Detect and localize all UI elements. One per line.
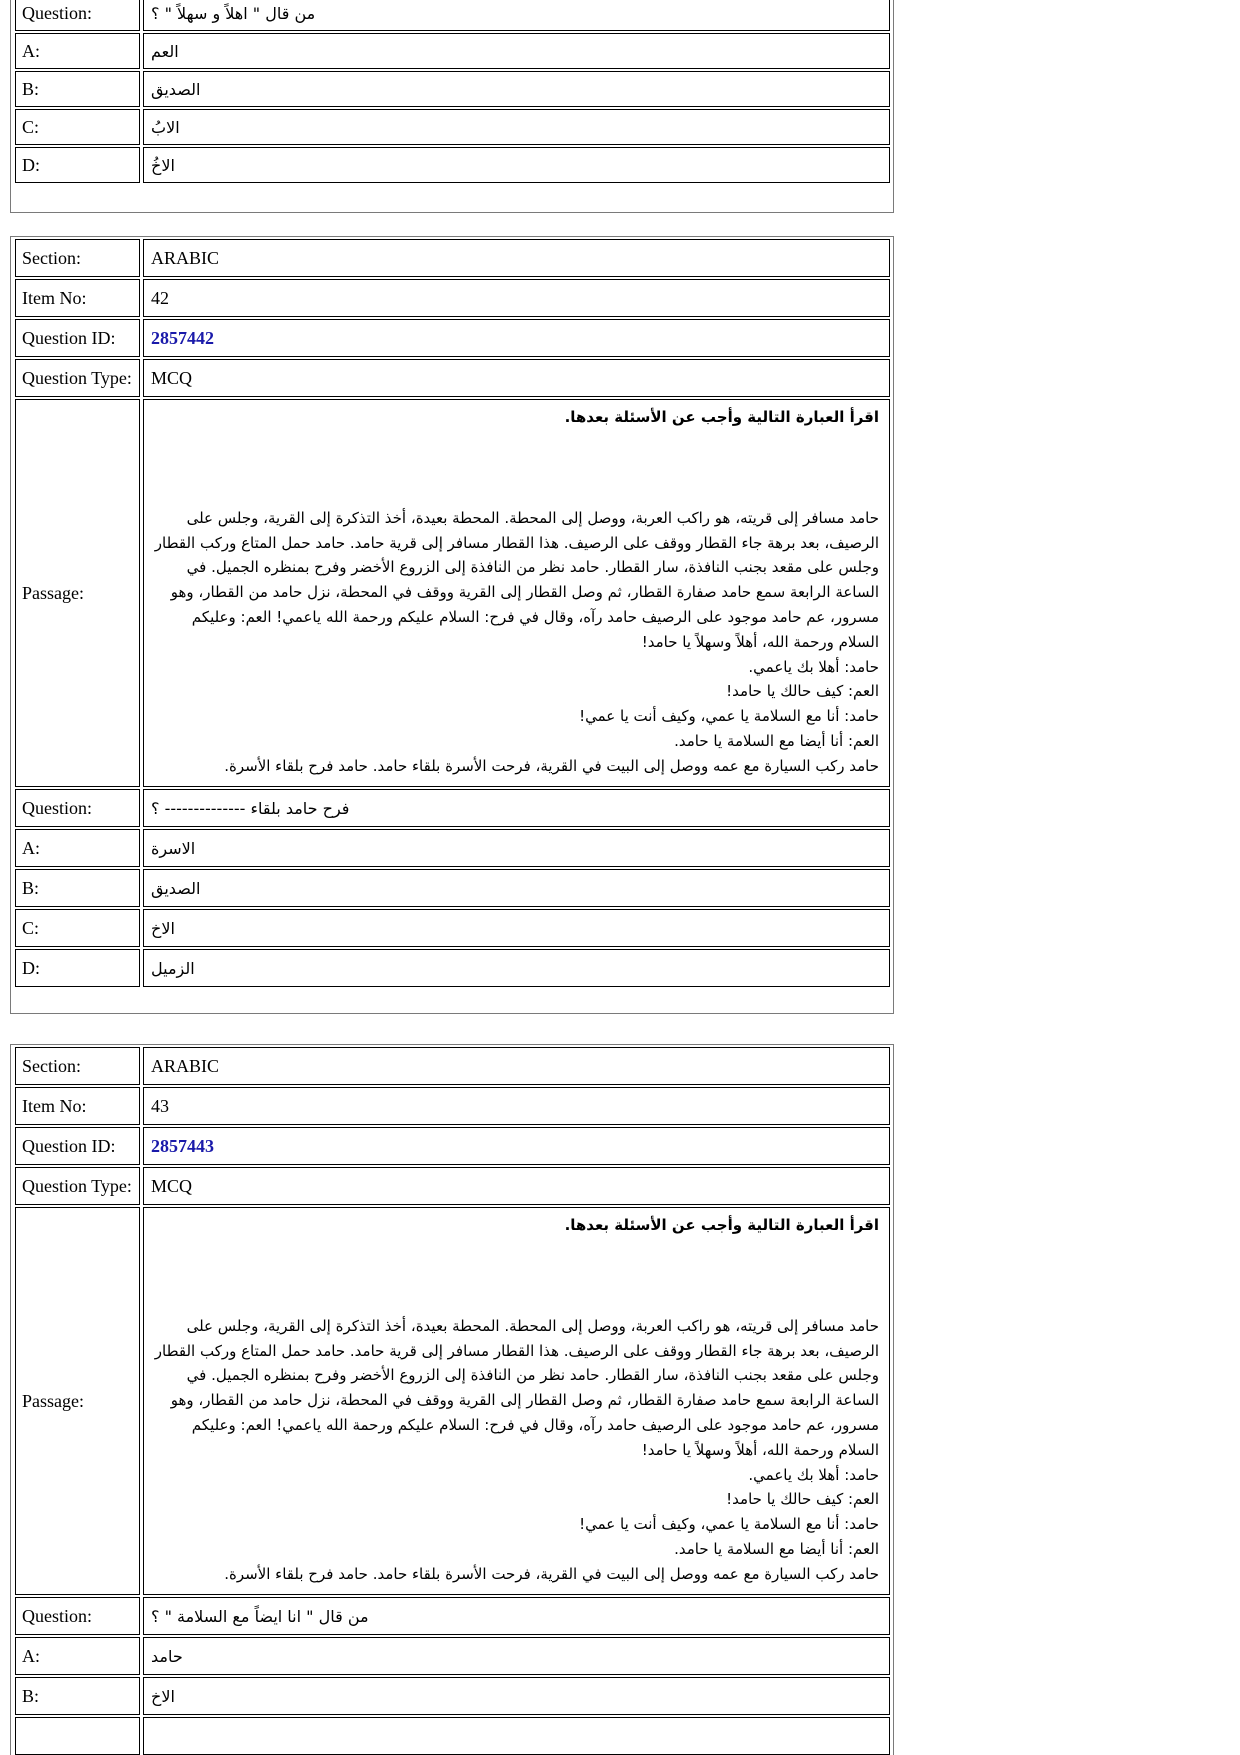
option-d-label: D: <box>15 147 140 183</box>
item-no-row <box>15 1087 890 1125</box>
question-label: Question: <box>15 789 140 827</box>
option-b-text: الصديق <box>143 869 890 907</box>
section-label: Section: <box>15 239 140 277</box>
question-text: من قال " اهلاً و سهلاً " ؟ <box>143 0 890 31</box>
option-a-label: A: <box>15 1637 140 1675</box>
question-type-label: Question Type: <box>15 1167 140 1205</box>
option-c-text: الابُ <box>143 109 890 145</box>
question-label: Question: <box>15 1597 140 1635</box>
question-row <box>15 1597 890 1635</box>
question-type-value: MCQ <box>143 1167 890 1205</box>
option-b-label: B: <box>15 869 140 907</box>
passage-heading: اقرأ العبارة التالية وأجب عن الأسئلة بعدها. <box>564 408 879 426</box>
option-d-row <box>15 147 890 183</box>
section-value: ARABIC <box>143 239 890 277</box>
option-d-row <box>15 949 890 987</box>
question-id-cell <box>143 1127 890 1165</box>
option-c-text: الاخ <box>143 909 890 947</box>
option-b-label: B: <box>15 71 140 107</box>
question-block-42 <box>10 236 894 1014</box>
option-a-text: حامد <box>143 1637 890 1675</box>
section-label: Section: <box>15 1047 140 1085</box>
option-c-label: C: <box>15 909 140 947</box>
option-b-row <box>15 71 890 107</box>
item-no-value: 43 <box>143 1087 890 1125</box>
option-b-text: الصديق <box>143 71 890 107</box>
question-row <box>15 0 890 31</box>
question-text: فرح حامد بلقاء -------------- ؟ <box>143 789 890 827</box>
option-c-label-partial <box>15 1717 140 1755</box>
option-a-row <box>15 33 890 69</box>
passage-heading: اقرأ العبارة التالية وأجب عن الأسئلة بعدها. <box>564 1216 879 1234</box>
section-row <box>15 1047 890 1085</box>
option-a-row <box>15 1637 890 1675</box>
passage-body: حامد مسافر إلى قريته، هو راكب العربة، ووصل إلى المحطة. المحطة بعيدة، أخذ التذكرة إلى القرية، وجلس على الرصيف، بعد برهة جاء القطار ووقف على الرصيف. هذا القطار مسافر إلى قرية حامد. حامد حمل المتاع وركب القطار وجلس على مقعد بجنب النافذة، سار القطار. حامد نظر من النافذة إلى الزروع الأخضر وفرح بمنظره الجميل. في الساعة الرابعة سمع حامد صفارة القطار، ثم وصل القطار إلى القرية ووقف في المحطة، نزل حامد من القطار، وهو مسرور، عم حامد موجود على الرصيف حامد رآه، وقال في فرح: السلام عليكم ورحمة الله ياعمي! العم: وعليكم السلام ورحمة الله، أهلاً وسهلاً يا حامد! حامد: أهلا بك ياعمي. العم: كيف حالك يا حامد! حامد: أنا مع السلامة يا عمي، وكيف أنت يا عمي! العم: أنا أيضا مع السلامة يا حامد. حامد ركب السيارة مع عمه ووصل إلى البيت في القرية، فرحت الأسرة بلقاء حامد. حامد فرح بلقاء الأسرة. <box>154 508 879 775</box>
question-id-label: Question ID: <box>15 1127 140 1165</box>
option-d-text: الاخُ <box>143 147 890 183</box>
option-d-label: D: <box>15 949 140 987</box>
question-label: Question: <box>15 0 140 31</box>
question-id-value: 2857442 <box>151 327 214 348</box>
question-row <box>15 789 890 827</box>
option-d-text: الزميل <box>143 949 890 987</box>
section-row <box>15 239 890 277</box>
passage-body: حامد مسافر إلى قريته، هو راكب العربة، ووصل إلى المحطة. المحطة بعيدة، أخذ التذكرة إلى القرية، وجلس على الرصيف، بعد برهة جاء القطار ووقف على الرصيف. هذا القطار مسافر إلى قرية حامد. حامد حمل المتاع وركب القطار وجلس على مقعد بجنب النافذة، سار القطار. حامد نظر من النافذة إلى الزروع الأخضر وفرح بمنظره الجميل. في الساعة الرابعة سمع حامد صفارة القطار، ثم وصل القطار إلى القرية ووقف في المحطة، نزل حامد من القطار، وهو مسرور، عم حامد موجود على الرصيف حامد رآه، وقال في فرح: السلام عليكم ورحمة الله ياعمي! العم: وعليكم السلام ورحمة الله، أهلاً وسهلاً يا حامد! حامد: أهلا بك ياعمي. العم: كيف حالك يا حامد! حامد: أنا مع السلامة يا عمي، وكيف أنت يا عمي! العم: أنا أيضا مع السلامة يا حامد. حامد ركب السيارة مع عمه ووصل إلى البيت في القرية، فرحت الأسرة بلقاء حامد. حامد فرح بلقاء الأسرة. <box>154 1316 879 1583</box>
option-c-row <box>15 109 890 145</box>
question-id-row <box>15 1127 890 1165</box>
passage-row <box>15 399 890 787</box>
option-a-text: الاسرة <box>143 829 890 867</box>
section-value: ARABIC <box>143 1047 890 1085</box>
passage-text <box>143 1207 890 1595</box>
option-c-row-partial <box>15 1717 890 1755</box>
option-c-text-partial <box>143 1717 890 1755</box>
question-type-label: Question Type: <box>15 359 140 397</box>
question-id-cell <box>143 319 890 357</box>
question-id-value: 2857443 <box>151 1135 214 1156</box>
question-id-label: Question ID: <box>15 319 140 357</box>
item-no-label: Item No: <box>15 279 140 317</box>
passage-label: Passage: <box>15 399 140 787</box>
option-a-label: A: <box>15 829 140 867</box>
question-block-43 <box>10 1044 894 1755</box>
passage-row <box>15 1207 890 1595</box>
option-a-label: A: <box>15 33 140 69</box>
option-b-row <box>15 1677 890 1715</box>
question-type-value: MCQ <box>143 359 890 397</box>
question-type-row <box>15 1167 890 1205</box>
question-id-row <box>15 319 890 357</box>
question-block-41 <box>10 0 894 213</box>
option-c-row <box>15 909 890 947</box>
question-text: من قال " انا ايضاً مع السلامة " ؟ <box>143 1597 890 1635</box>
option-a-text: العم <box>143 33 890 69</box>
item-no-value: 42 <box>143 279 890 317</box>
passage-label: Passage: <box>15 1207 140 1595</box>
item-no-row <box>15 279 890 317</box>
passage-text <box>143 399 890 787</box>
option-b-row <box>15 869 890 907</box>
option-a-row <box>15 829 890 867</box>
item-no-label: Item No: <box>15 1087 140 1125</box>
question-type-row <box>15 359 890 397</box>
option-c-label: C: <box>15 109 140 145</box>
option-b-text: الاخ <box>143 1677 890 1715</box>
option-b-label: B: <box>15 1677 140 1715</box>
